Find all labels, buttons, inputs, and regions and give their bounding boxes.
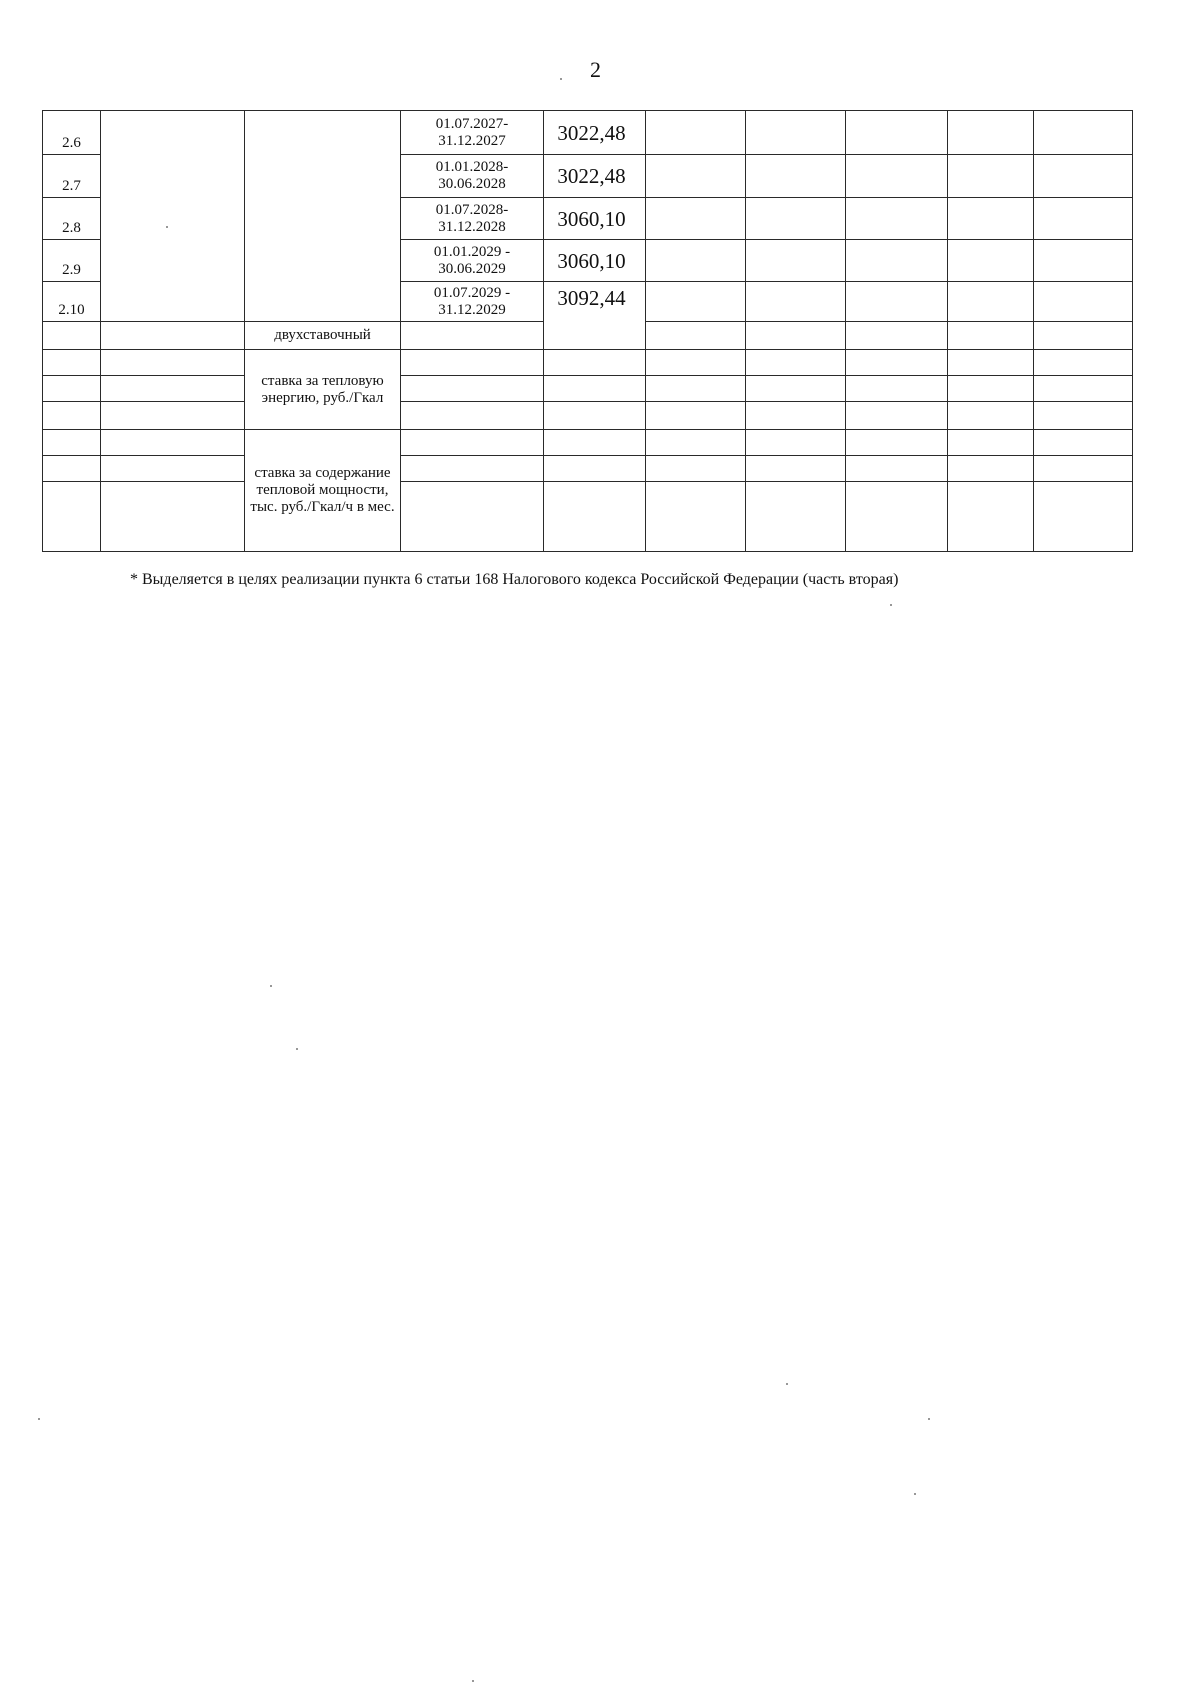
empty-cell: [948, 198, 1034, 240]
scan-speck: [472, 1680, 474, 1682]
empty-cell: [746, 350, 846, 376]
period-start: 01.01.2028-: [435, 159, 509, 175]
empty-cell: [1034, 322, 1133, 350]
empty-cell: [101, 430, 245, 456]
empty-cell: [846, 402, 948, 430]
period-start: 01.07.2029 -: [433, 284, 511, 301]
empty-cell: [1034, 430, 1133, 456]
empty-cell: [1034, 282, 1133, 322]
empty-cell: [948, 376, 1034, 402]
empty-cell: [846, 111, 948, 155]
empty-cell: [948, 322, 1034, 350]
empty-cell: [401, 376, 544, 402]
empty-cell: [101, 402, 245, 430]
period-end: 30.06.2028: [438, 176, 506, 192]
org-cell-merged: [101, 111, 245, 322]
empty-cell: [746, 240, 846, 282]
page-number: 2: [590, 57, 601, 82]
empty-cell: [1034, 456, 1133, 482]
empty-cell: [43, 350, 101, 376]
empty-cell: [1034, 155, 1133, 198]
empty-cell: [948, 430, 1034, 456]
empty-cell: [101, 456, 245, 482]
period-end: 31.12.2029: [438, 301, 506, 318]
empty-cell: [646, 430, 746, 456]
empty-cell: [101, 376, 245, 402]
period-end: 31.12.2027: [438, 132, 506, 149]
empty-cell: [948, 402, 1034, 430]
empty-cell: [746, 376, 846, 402]
empty-cell: [746, 322, 846, 350]
footnote: * Выделяется в целях реализации пункта 6 статьи 168 Налогового кодекса Российской Федерации (часть вторая): [130, 571, 899, 588]
empty-cell: [746, 402, 846, 430]
period-end: 31.12.2028: [438, 218, 506, 235]
tariff-value: 3060,10: [544, 198, 646, 240]
empty-cell: [544, 430, 646, 456]
empty-cell: [948, 282, 1034, 322]
tariff-value: 3060,10: [544, 240, 646, 282]
empty-cell: [43, 402, 101, 430]
empty-cell: [646, 155, 746, 198]
table-row: [43, 350, 1133, 376]
row-number: 2.9: [43, 240, 101, 282]
empty-cell: [1034, 350, 1133, 376]
scan-speck: [560, 78, 562, 80]
table-row: [43, 111, 1133, 155]
empty-cell: [544, 482, 646, 552]
empty-cell: [401, 350, 544, 376]
empty-cell: [948, 240, 1034, 282]
empty-cell: [1034, 482, 1133, 552]
empty-cell: [948, 350, 1034, 376]
empty-cell: [646, 240, 746, 282]
scan-speck: [38, 1418, 40, 1420]
period-cell: [401, 282, 544, 322]
table-row: [43, 456, 1133, 482]
empty-cell: [646, 402, 746, 430]
empty-cell: [646, 350, 746, 376]
empty-cell: [948, 456, 1034, 482]
empty-cell: [746, 282, 846, 322]
empty-cell: [846, 322, 948, 350]
empty-cell: [401, 482, 544, 552]
empty-cell: [1034, 402, 1133, 430]
empty-cell: [646, 282, 746, 322]
period-cell: [401, 198, 544, 240]
empty-cell: [101, 322, 245, 350]
table-row: [43, 376, 1133, 402]
empty-cell: [43, 482, 101, 552]
empty-cell: [846, 240, 948, 282]
two-part-tariff-label: двухставочный: [245, 322, 401, 350]
empty-cell: [746, 482, 846, 552]
scan-speck: [270, 985, 272, 987]
empty-cell: [401, 430, 544, 456]
empty-cell: [1034, 240, 1133, 282]
tariff-value: 3092,44: [544, 282, 646, 350]
scan-speck: [890, 604, 892, 606]
empty-cell: [101, 482, 245, 552]
tariff-table: [42, 110, 1133, 552]
empty-cell: [948, 111, 1034, 155]
tariff-value: 3022,48: [544, 155, 646, 198]
capacity-rate-label: ставка за содержание тепловой мощности, тыс. руб./Гкал/ч в мес.: [245, 430, 401, 552]
period-start: 01.01.2029 -: [433, 243, 511, 260]
empty-cell: [401, 456, 544, 482]
empty-cell: [544, 402, 646, 430]
empty-cell: [43, 430, 101, 456]
empty-cell: [846, 376, 948, 402]
scan-speck: [296, 1048, 298, 1050]
empty-cell: [401, 402, 544, 430]
scan-speck: [786, 1383, 788, 1385]
empty-cell: [544, 456, 646, 482]
heat-energy-rate-label: ставка за тепловую энергию, руб./Гкал: [245, 350, 401, 430]
empty-cell: [846, 198, 948, 240]
empty-cell: [646, 376, 746, 402]
period-cell: [401, 155, 544, 198]
empty-cell: [101, 350, 245, 376]
row-number: 2.7: [43, 155, 101, 198]
empty-cell: [43, 376, 101, 402]
type-cell-merged: [245, 111, 401, 322]
empty-cell: [746, 198, 846, 240]
empty-cell: [646, 482, 746, 552]
empty-cell: [948, 155, 1034, 198]
empty-cell: [646, 111, 746, 155]
empty-cell: [846, 482, 948, 552]
period-start: 01.07.2027-: [435, 115, 509, 132]
empty-cell: [43, 322, 101, 350]
empty-cell: [846, 282, 948, 322]
empty-cell: [746, 111, 846, 155]
empty-cell: [646, 456, 746, 482]
row-number: 2.6: [43, 111, 101, 155]
empty-cell: [1034, 376, 1133, 402]
period-cell: [401, 111, 544, 155]
empty-cell: [846, 350, 948, 376]
empty-cell: [846, 456, 948, 482]
empty-cell: [401, 322, 544, 350]
empty-cell: [746, 456, 846, 482]
table-row: [43, 430, 1133, 456]
empty-cell: [646, 198, 746, 240]
empty-cell: [948, 482, 1034, 552]
period-start: 01.07.2028-: [435, 201, 509, 218]
empty-cell: [746, 430, 846, 456]
period-end: 30.06.2029: [438, 260, 506, 277]
row-number: 2.8: [43, 198, 101, 240]
empty-cell: [1034, 198, 1133, 240]
empty-cell: [746, 155, 846, 198]
table-row: [43, 482, 1133, 552]
empty-cell: [846, 430, 948, 456]
scan-speck: [166, 226, 168, 228]
empty-cell: [646, 322, 746, 350]
empty-cell: [43, 456, 101, 482]
empty-cell: [544, 350, 646, 376]
empty-cell: [846, 155, 948, 198]
period-cell: [401, 240, 544, 282]
tariff-value: 3022,48: [544, 111, 646, 155]
empty-cell: [544, 376, 646, 402]
scan-speck: [928, 1418, 930, 1420]
row-number: 2.10: [43, 282, 101, 322]
empty-cell: [1034, 111, 1133, 155]
table-row: [43, 402, 1133, 430]
scan-speck: [914, 1493, 916, 1495]
